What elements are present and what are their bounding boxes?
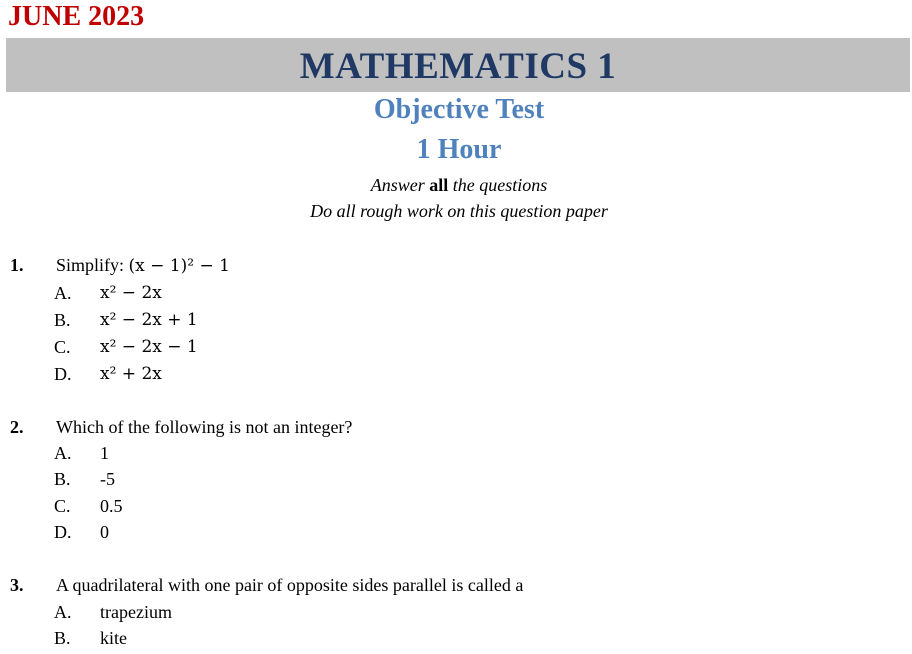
option-1a[interactable] [54, 283, 454, 309]
option-letter: C. [54, 337, 71, 357]
option-text: -5 [100, 469, 115, 489]
option-2d[interactable] [54, 522, 454, 548]
option-letter: D. [54, 364, 72, 384]
option-1b[interactable] [54, 310, 454, 336]
question-prompt: Which of the following is not an integer? [56, 417, 353, 437]
question-number: 3. [10, 575, 24, 595]
exam-duration: 1 Hour [416, 134, 502, 165]
option-text: x² − 2x + 1 [100, 310, 198, 330]
option-letter: A. [54, 602, 72, 622]
option-text: kite [100, 628, 127, 648]
question-prompt: A quadrilateral with one pair of opposite sides parallel is called a [56, 575, 524, 595]
option-text: 1 [100, 443, 109, 463]
option-text: trapezium [100, 602, 172, 622]
question-number: 2. [10, 417, 24, 437]
option-text: x² − 2x [100, 283, 162, 303]
instruction-prefix: Answer [370, 175, 430, 195]
option-letter: B. [54, 310, 71, 330]
instruction-suffix: the questions [448, 175, 548, 195]
instruction-answer-all [0, 175, 912, 196]
subject-title: MATHEMATICS 1 [299, 45, 617, 87]
instruction-rough-work: Do all rough work on this question paper [310, 201, 608, 221]
option-1d[interactable] [54, 364, 454, 390]
option-3a[interactable] [54, 602, 454, 628]
option-letter: A. [54, 443, 72, 463]
question-number: 1. [10, 255, 24, 275]
exam-session: JUNE 2023 [8, 1, 145, 32]
option-letter: B. [54, 628, 71, 648]
option-letter: A. [54, 283, 72, 303]
instruction-emphasis: all [429, 175, 449, 195]
prompt-text: Simplify: [56, 255, 129, 275]
option-text: 0.5 [100, 496, 123, 516]
option-1c[interactable] [54, 337, 454, 363]
option-letter: B. [54, 469, 71, 489]
option-2c[interactable] [54, 496, 454, 522]
option-3b[interactable] [54, 628, 454, 654]
option-letter: C. [54, 496, 71, 516]
option-text: x² − 2x − 1 [100, 337, 198, 357]
option-letter: D. [54, 522, 72, 542]
option-text: 0 [100, 522, 109, 542]
option-2b[interactable] [54, 469, 454, 495]
option-text: x² + 2x [100, 364, 162, 384]
paper-type: Objective Test [373, 94, 545, 125]
question-expression: (x − 1)² − 1 [128, 256, 230, 276]
question-prompt [56, 255, 230, 276]
title-banner [6, 38, 910, 92]
option-2a[interactable] [54, 443, 454, 469]
